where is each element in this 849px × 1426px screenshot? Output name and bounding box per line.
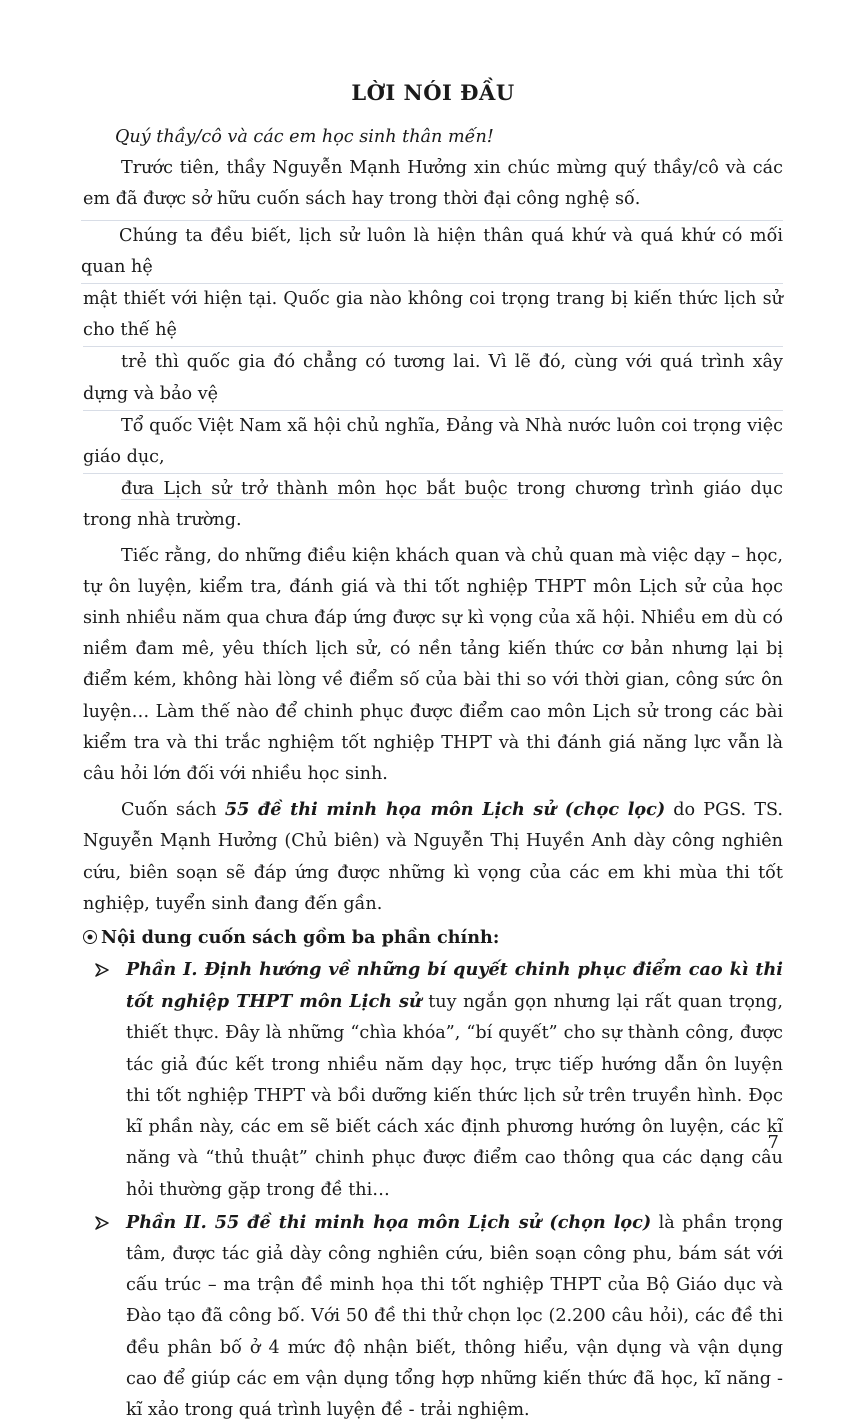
history-line-2: mật thiết với hiện tại. Quốc gia nào không coi trọng trang bị kiến thức lịch sử cho thế hệ: [83, 284, 783, 347]
book-title: 55 đề thi minh họa môn Lịch sử (chọc lọc): [224, 799, 666, 821]
page-content: [83, 70, 783, 1426]
section-heading-text: Nội dung cuốn sách gồm ba phần chính:: [101, 927, 500, 949]
history-line-4: Tổ quốc Việt Nam xã hội chủ nghĩa, Đảng và Nhà nước luôn coi trọng việc giáo dục,: [83, 411, 783, 474]
arrow-bullet-icon: [95, 963, 109, 977]
book-paragraph: [83, 794, 783, 920]
history-line-3: trẻ thì quốc gia đó chẳng có tương lai. Vì lẽ đó, cùng với quá trình xây dựng và bảo vệ: [83, 347, 783, 410]
history-paragraph: [83, 220, 783, 537]
regret-paragraph: Tiếc rằng, do những điều kiện khách quan và chủ quan mà việc dạy – học, tự ôn luyện, kiểm tra, đánh giá và thi tốt nghiệp THPT môn Lịch sử của học sinh nhiều năm qua chưa đáp ứng được sự kì vọng của xã hội. Nhiều em dù có niềm đam mê, yêu thích lịch sử, có nền tảng kiến thức cơ bản nhưng lại bị điểm kém, không hài lòng về điểm số của bài thi so với thời gian, công sức ôn luyện… Làm thế nào để chinh phục được điểm cao môn Lịch sử trong các bài kiểm tra và thi trắc nghiệm tốt nghiệp THPT và thi đánh giá năng lực vẫn là câu hỏi lớn đối với nhiều học sinh.: [83, 545, 783, 785]
page-number: 7: [767, 1132, 779, 1153]
part-1-title: Phần I. Định hướng về những bí quyết chinh phục điểm cao kì thi tốt nghiệp THPT môn Lịch sử: [126, 959, 783, 1013]
part-1-item: [83, 954, 783, 1206]
history-line-5: [83, 474, 783, 536]
page-title: LỜI NÓI ĐẦU: [351, 80, 515, 105]
history-line-5-highlight: đưa Lịch sử trở thành môn học bắt buộc: [121, 479, 508, 500]
part-2-body: là phần trọng tâm, được tác giả dày công nghiên cứu, biên soạn công phu, bám sát với cấu trúc – ma trận đề minh họa thi tốt nghiệp THPT của Bộ Giáo dục và Đào tạo đã công bố. Với 50 đề thi thử chọn lọc (2.200 câu hỏi), các đề thi đều phân bố ở 4 mức độ nhận biết, thông hiểu, vận dụng và vận dụng cao để giúp các em vận dụng tổng hợp những kiến thức đã học, kĩ năng - kĩ xảo trong quá trình luyện đề - trải nghiệm.: [126, 1212, 783, 1420]
part-2-item: [83, 1207, 783, 1426]
intro-paragraph: Trước tiên, thầy Nguyễn Mạnh Hưởng xin chúc mừng quý thầy/cô và các em đã được sở hữu cuốn sách hay trong thời đại công nghệ số.: [83, 158, 783, 210]
part-1-body: tuy ngắn gọn nhưng lại rất quan trọng, thiết thực. Đây là những “chìa khóa”, “bí quyết” cho sự thành công, được tác giả đúc kết trong nhiều năm dạy học, trực tiếp hướng dẫn ôn luyện thi tốt nghiệp THPT và bồi dưỡng kiến thức lịch sử trên truyền hình. Đọc kĩ phần này, các em sẽ biết cách xác định phương hướng ôn luyện, các kĩ năng và “thủ thuật” chinh phục được điểm cao thông qua các dạng câu hỏi thường gặp trong đề thi…: [126, 992, 783, 1200]
book-paragraph-after: do PGS. TS. Nguyễn Mạnh Hưởng (Chủ biên) và Nguyễn Thị Huyền Anh dày công nghiên cứu, biên soạn sẽ đáp ứng được những kì vọng của các em khi mùa thi tốt nghiệp, tuyển sinh đang đến gần.: [83, 800, 784, 914]
section-heading: [83, 922, 783, 953]
book-paragraph-before: Cuốn sách: [121, 800, 225, 821]
history-line-1: Chúng ta đều biết, lịch sử luôn là hiện thân quá khứ và quá khứ có mối quan hệ: [81, 220, 783, 284]
arrow-bullet-icon: [95, 1216, 109, 1230]
target-icon: [83, 930, 97, 944]
greeting: Quý thầy/cô và các em học sinh thân mến!: [115, 127, 494, 147]
part-2-title: Phần II. 55 đề thi minh họa môn Lịch sử (chọn lọc): [126, 1211, 652, 1233]
history-line-5-rest: trong chương trình giáo dục trong nhà trường.: [83, 479, 783, 531]
